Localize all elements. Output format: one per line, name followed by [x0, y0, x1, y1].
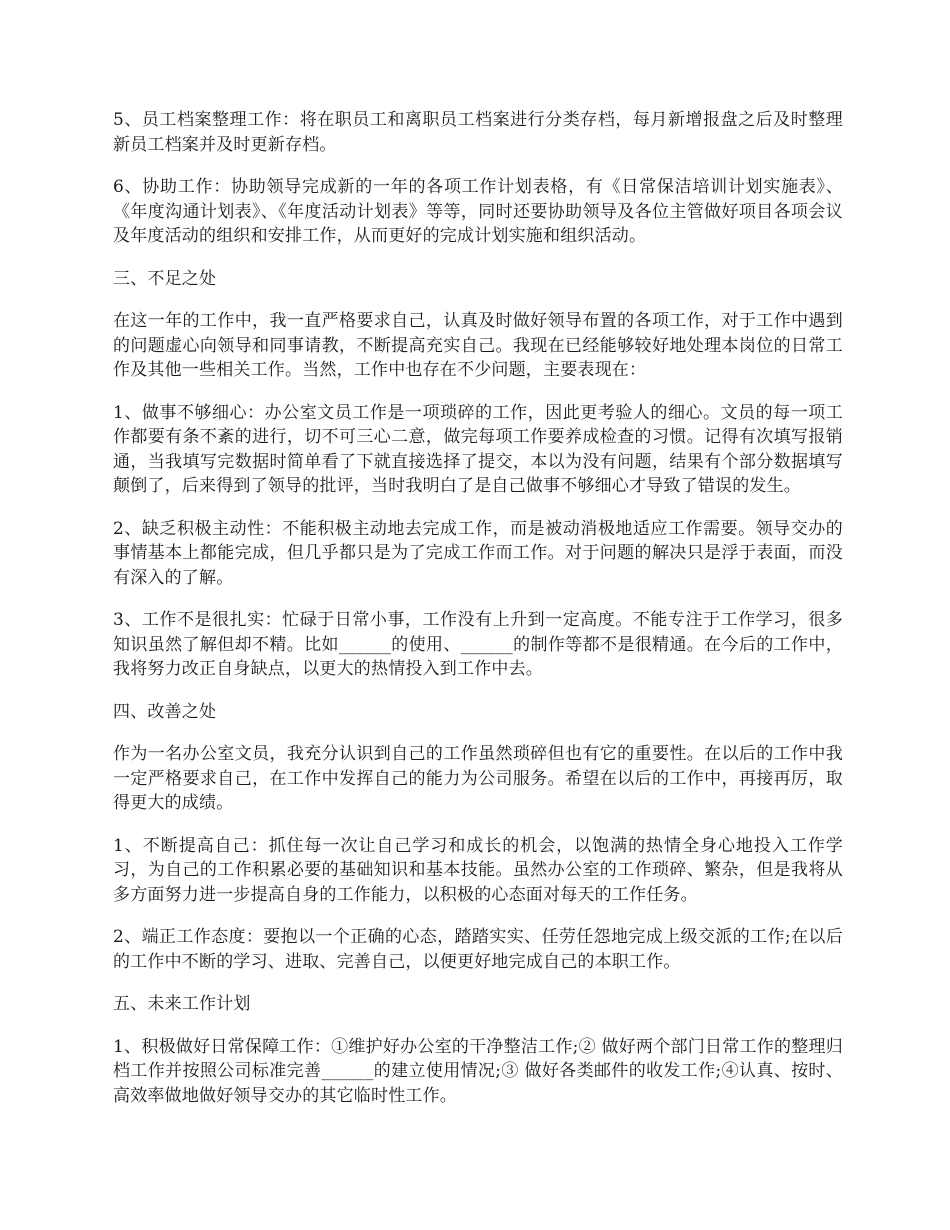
section-heading-shortcomings: 三、不足之处 — [113, 268, 217, 289]
paragraph-improvements-intro: 作为一名办公室文员，我充分认识到自己的工作虽然琐碎但也有它的重要性。在以后的工作中我一定严格要求自己，在工作中发挥自己的能力为公司服务。希望在以后的工作中，再接再厉，取得更大的成绩。 — [113, 744, 843, 813]
paragraph-shortcomings-intro: 在这一年的工作中，我一直严格要求自己，认真及时做好领导布置的各项工作，对于工作中遇到的问题虚心向领导和同事请教，不断提高充实自己。我现在已经能够较好地处理本岗位的日常工作及其他一些相关工作。当然，工作中也存在不少问题，主要表现在： — [113, 311, 843, 380]
paragraph-archive-work: 5、员工档案整理工作：将在职员工和离职员工档案进行分类存档，每月新增报盘之后及时整理新员工档案并及时更新存档。 — [113, 110, 843, 155]
paragraph-self-improvement: 1、不断提高自己：抓住每一次让自己学习和成长的机会，以饱满的热情全身心地投入工作学习，为自己的工作积累必要的基础知识和基本技能。虽然办公室的工作琐碎、繁杂，但是我将从多方面努力进一步提高自身的工作能力，以积极的心态面对每天的工作任务。 — [113, 835, 843, 905]
section-heading-future-plan: 五、未来工作计划 — [113, 994, 251, 1014]
document-page — [113, 108, 843, 1126]
paragraph-lack-initiative: 2、缺乏积极主动性：不能积极主动地去完成工作，而是被动消极地适应工作需要。领导交办的事情基本上都能完成，但几乎都只是为了完成工作而工作。对于问题的解决只是浮于表面，而没有深入的了解。 — [113, 518, 843, 588]
paragraph-daily-support: 1、积极做好日常保障工作：①维护好办公室的干净整洁工作;② 做好两个部门日常工作的整理归档工作并按照公司标准完善______的建立使用情况;③ 做好各类邮件的收发工作;④认真、按时、高效率做地做好领导交办的其它临时性工作。 — [113, 1036, 843, 1106]
paragraph-not-solid: 3、工作不是很扎实：忙碌于日常小事，工作没有上升到一定高度。不能专注于工作学习，很多知识虽然了解但却不精。比如______的使用、______的制作等都不是很精通。在今后的工作中，我将努力改正自身缺点，以更大的热情投入到工作中去。 — [113, 610, 843, 679]
paragraph-work-attitude: 2、端正工作态度：要抱以一个正确的心态，踏踏实实、任劳任怨地完成上级交派的工作;在以后的工作中不断的学习、进取、完善自己，以便更好地完成自己的本职工作。 — [113, 927, 843, 972]
paragraph-assist-work: 6、协助工作：协助领导完成新的一年的各项工作计划表格，有《日常保洁培训计划实施表》、《年度沟通计划表》、《年度活动计划表》等等，同时还要协助领导及各位主管做好项目各项会议及年度活动的组织和安排工作，从而更好的完成计划实施和组织活动。 — [113, 177, 843, 246]
paragraph-not-careful: 1、做事不够细心：办公室文员工作是一项琐碎的工作，因此更考验人的细心。文员的每一项工作都要有条不紊的进行，切不可三心二意，做完每项工作要养成检查的习惯。记得有次填写报销通，当我填写完数据时简单看了下就直接选择了提交，本以为没有问题，结果有个部分数据填写颠倒了，后来得到了领导的批评，当时我明白了是自己做事不够细心才导致了错误的发生。 — [113, 402, 843, 496]
section-heading-improvements: 四、改善之处 — [113, 701, 217, 722]
